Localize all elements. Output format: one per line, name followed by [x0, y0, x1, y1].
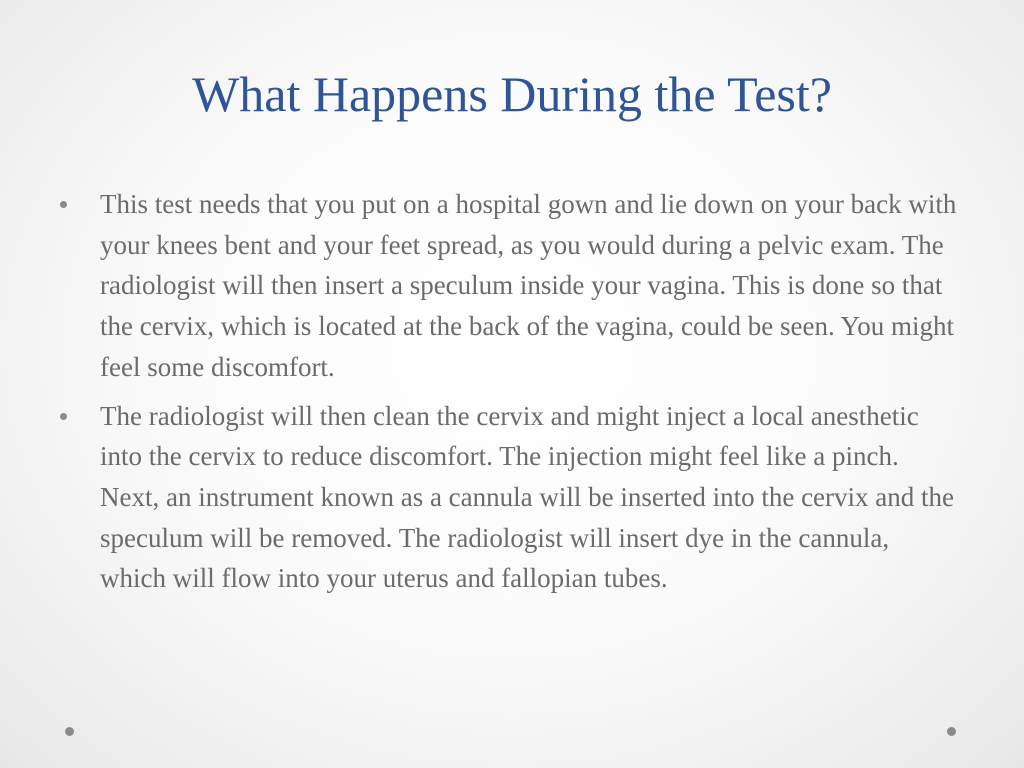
bullet-list	[58, 184, 958, 607]
bullet-item	[58, 396, 958, 600]
bullet-text: This test needs that you put on a hospital gown and lie down on your back with your knees bent and your feet spread, as you would during a pelvic exam. The radiologist will then insert a speculum inside your vagina. This is done so that the cervix, which is located at the back of the vagina, could be seen. You might feel some discomfort.	[100, 189, 957, 382]
bullet-text: The radiologist will then clean the cervix and might inject a local anesthetic into the cervix to reduce discomfort. The injection might feel like a pinch. Next, an instrument known as a cannula will be inserted into the cervix and the speculum will be removed. The radiologist will insert dye in the cannula, which will flow into your uterus and fallopian tubes.	[100, 400, 955, 594]
bullet-dot-icon	[60, 413, 67, 420]
bullet-item	[58, 184, 958, 388]
slide-title: What Happens During the Test?	[192, 66, 832, 122]
bullet-dot-icon	[60, 201, 67, 208]
decorative-dot-icon	[947, 727, 956, 736]
decorative-dot-icon	[65, 727, 74, 736]
